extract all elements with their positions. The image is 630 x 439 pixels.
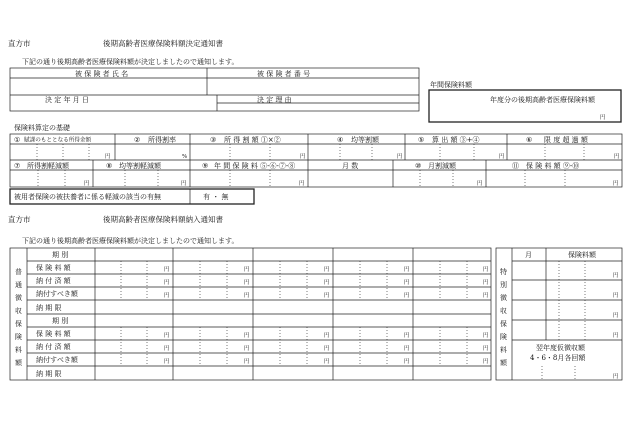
- unit-yen-6: 円: [614, 154, 620, 160]
- lower-intro: 下記の通り後期高齢者医療保険料額が決定しましたので通知します。: [22, 237, 239, 245]
- provisional-line2: 4・6・8月各回額: [530, 354, 586, 362]
- ord-yen-a5: 円: [483, 267, 489, 273]
- basis-10-label: 月割減額: [428, 162, 456, 170]
- lower-title: 後期高齢者医療保険料額納入通知書: [103, 215, 223, 224]
- lower-city: 直方市: [8, 215, 31, 224]
- ordinary-label-1: 通: [15, 281, 22, 289]
- special-label-0: 特: [500, 268, 507, 276]
- ordinary-table: [10, 248, 491, 380]
- special-label-1: 別: [500, 281, 507, 289]
- unit-yen-3: 円: [300, 154, 306, 160]
- ord-yen-c1: 円: [164, 293, 170, 299]
- ord-yen-e4: 円: [404, 346, 410, 352]
- decision-date-label: 決 定 年 月 日: [45, 96, 89, 104]
- ordinary-label-6: 料: [15, 346, 22, 354]
- unit-yen-4: 円: [397, 154, 403, 160]
- unit-yen-1: 円: [105, 154, 111, 160]
- insured-name-label: 被 保 険 者 氏 名: [75, 70, 129, 78]
- upper-intro: 下記の通り後期高齢者医療保険料額が決定しましたので通知します。: [22, 58, 239, 66]
- row-label-2: 納 付 済 額: [36, 277, 71, 285]
- ordinary-label-0: 普: [15, 268, 22, 276]
- ord-yen-d4: 円: [404, 333, 410, 339]
- ord-yen-c5: 円: [483, 293, 489, 299]
- row-label-7: 納 付 済 額: [36, 343, 71, 351]
- ordinary-label-5: 険: [15, 333, 22, 341]
- basis-7-label: 所得割軽減額: [27, 162, 69, 170]
- ordinary-label-7: 額: [15, 359, 22, 367]
- unit-yen-10: 円: [477, 181, 483, 187]
- basis-1-label: 賦課のもととなる所得金額: [24, 137, 92, 144]
- ord-yen-a1: 円: [164, 267, 170, 273]
- ordinary-label-3: 収: [15, 307, 22, 315]
- basis-10-num: ⑩: [415, 162, 422, 170]
- insured-table: [10, 68, 419, 111]
- row-label-8: 納付すべき額: [36, 356, 78, 364]
- annual-yen: 円: [600, 115, 606, 121]
- ord-yen-a2: 円: [244, 267, 250, 273]
- sp-yen-3: 円: [613, 313, 619, 319]
- basis-6-num: ⑥: [526, 136, 533, 144]
- basis-11-label: 保 険 料 額 ⑨-⑩: [526, 162, 580, 170]
- month-header: 月: [525, 251, 532, 259]
- sp-yen-4: 円: [613, 333, 619, 339]
- basis-3-num: ③: [210, 136, 217, 144]
- special-label-5: 険: [500, 333, 507, 341]
- ord-yen-c3: 円: [324, 293, 330, 299]
- annual-text: 年度分の後期高齢者医療保険料額: [490, 96, 595, 104]
- special-label-7: 額: [500, 359, 507, 367]
- provisional-line1: 翌年度仮徴収額: [536, 344, 585, 352]
- basis-4-num: ④: [337, 136, 344, 144]
- basis-5-label: 算 出 額 ③+④: [432, 136, 480, 144]
- row-label-0: 期 別: [52, 251, 69, 259]
- ord-yen-b3: 円: [324, 280, 330, 286]
- decision-reason-label: 決 定 理 由: [257, 96, 292, 104]
- ordinary-label-2: 徴: [15, 294, 22, 302]
- row-label-4: 納 期 限: [36, 304, 62, 312]
- special-label-2: 徴: [500, 294, 507, 302]
- annual-label: 年間保険料額: [430, 81, 472, 89]
- row-label-3: 納付すべき額: [36, 290, 78, 298]
- unit-yen-5: 円: [499, 154, 505, 160]
- dependent-value: 有 ・ 無: [203, 193, 229, 201]
- sp-yen-5: 円: [613, 374, 619, 380]
- basis-6-label: 限 度 超 過 額: [544, 136, 588, 144]
- unit-yen-8: 円: [181, 181, 187, 187]
- basis-9-num: ⑨: [202, 162, 209, 170]
- ord-yen-c4: 円: [404, 293, 410, 299]
- unit-yen-9: 円: [299, 181, 305, 187]
- ord-yen-e1: 円: [164, 346, 170, 352]
- basis-2-num: ②: [134, 136, 141, 144]
- basis-8-label: 均等割軽減額: [119, 162, 161, 170]
- row-label-9: 納 期 限: [36, 370, 62, 378]
- ord-yen-f4: 円: [404, 359, 410, 365]
- basis-4-label: 均等割額: [351, 136, 379, 144]
- sp-yen-1: 円: [613, 273, 619, 279]
- special-label-4: 保: [500, 320, 507, 328]
- ord-yen-b5: 円: [483, 280, 489, 286]
- basis-2-label: 所得割率: [148, 136, 176, 144]
- basis-1-num: ①: [14, 136, 21, 144]
- ord-yen-e3: 円: [324, 346, 330, 352]
- ord-yen-a3: 円: [324, 267, 330, 273]
- basis-label: 保険料算定の基礎: [14, 124, 70, 132]
- basis-8-num: ⑧: [106, 162, 113, 170]
- ordinary-label-4: 保: [15, 320, 22, 328]
- basis-7-num: ⑦: [14, 162, 21, 170]
- amount-header: 保険料額: [568, 251, 596, 259]
- ord-yen-d1: 円: [164, 333, 170, 339]
- upper-city: 直方市: [8, 39, 31, 48]
- basis-9-label: 年 間 保 険 料 ⑤-⑥-⑦-⑧: [214, 162, 296, 170]
- ord-yen-d3: 円: [324, 333, 330, 339]
- basis-11-num: ⑪: [512, 162, 519, 170]
- basis-3-label: 所 得 割 額 ①×②: [224, 136, 281, 144]
- ord-yen-f1: 円: [164, 359, 170, 365]
- insured-number-label: 被 保 険 者 番 号: [257, 70, 311, 78]
- unit-yen-7: 円: [84, 181, 90, 187]
- unit-percent-2: %: [182, 154, 188, 160]
- ord-yen-a4: 円: [404, 267, 410, 273]
- ord-yen-b2: 円: [244, 280, 250, 286]
- basis-months-label: 月 数: [342, 162, 359, 170]
- ord-yen-b4: 円: [404, 280, 410, 286]
- sp-yen-2: 円: [613, 293, 619, 299]
- annual-box: [429, 90, 621, 122]
- ord-yen-b1: 円: [164, 280, 170, 286]
- special-label-3: 収: [500, 307, 507, 315]
- ord-yen-f3: 円: [324, 359, 330, 365]
- ord-yen-d2: 円: [244, 333, 250, 339]
- ord-yen-f2: 円: [244, 359, 250, 365]
- ord-yen-e5: 円: [483, 346, 489, 352]
- row-label-1: 保 険 料 額: [36, 264, 71, 272]
- dependent-label: 被用者保険の被扶養者に係る軽減の該当の有無: [14, 193, 161, 201]
- basis-5-num: ⑤: [418, 136, 425, 144]
- unit-yen-11: 円: [613, 181, 619, 187]
- ord-yen-f5: 円: [483, 359, 489, 365]
- ord-yen-c2: 円: [244, 293, 250, 299]
- special-label-6: 料: [500, 346, 507, 354]
- ord-yen-e2: 円: [244, 346, 250, 352]
- row-label-6: 保 険 料 額: [36, 330, 71, 338]
- row-label-5: 期 別: [52, 317, 69, 325]
- ord-yen-d5: 円: [483, 333, 489, 339]
- upper-title: 後期高齢者医療保険料額決定通知書: [103, 39, 223, 48]
